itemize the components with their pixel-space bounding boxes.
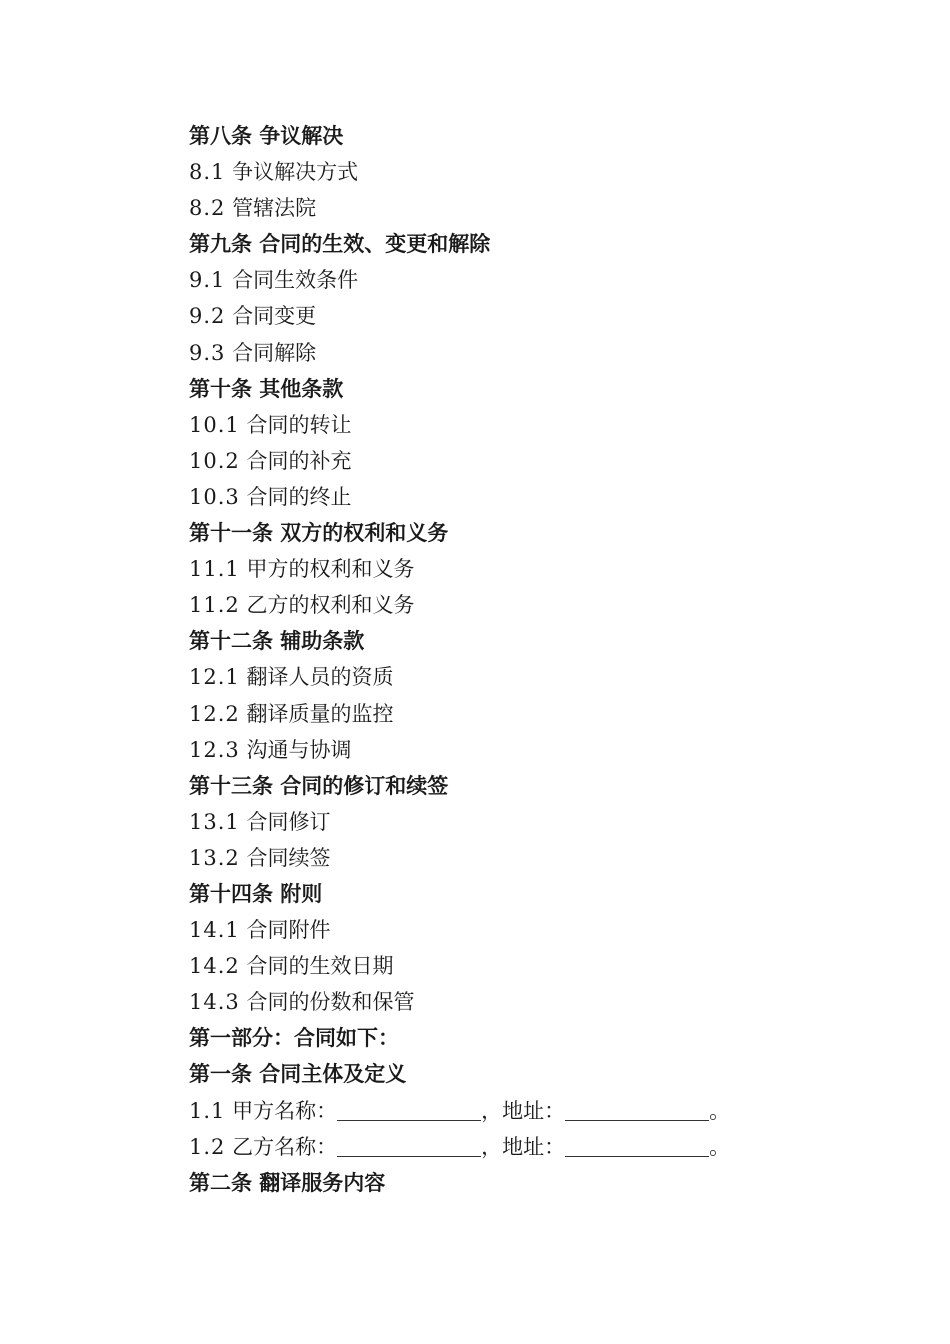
clause-number: 1.2 [189, 1134, 226, 1159]
clause-text: 乙方的权利和义务 [246, 593, 415, 618]
name-label: 乙方名称： [232, 1134, 338, 1159]
section-heading: 第十四条 附则 [189, 881, 323, 906]
clause-item [189, 443, 789, 479]
clause-number: 11.2 [189, 593, 240, 618]
section-heading: 第十二条 辅助条款 [189, 629, 365, 654]
part-heading: 第一部分：合同如下： [189, 1026, 399, 1051]
clause-item [189, 587, 789, 623]
clause-item [189, 190, 789, 226]
clause-number: 11.1 [189, 557, 240, 582]
clause-number: 14.2 [189, 954, 240, 979]
clause-number: 10.1 [189, 412, 240, 437]
name-label: 甲方名称： [232, 1098, 338, 1123]
clause-number: 13.1 [189, 809, 240, 834]
name-blank[interactable] [337, 1119, 481, 1121]
clause-text: 合同解除 [232, 340, 317, 365]
clause-item [189, 154, 789, 190]
clause-text: 合同的份数和保管 [246, 990, 415, 1015]
clause-item [189, 335, 789, 371]
clause-number: 9.1 [189, 268, 226, 293]
address-blank[interactable] [565, 1155, 709, 1157]
clause-item [189, 948, 789, 984]
clause-item [189, 551, 789, 587]
clause-item [189, 732, 789, 768]
clause-item [189, 840, 789, 876]
document-body [189, 118, 789, 1201]
clause-item [189, 262, 789, 298]
end-mark: 。 [709, 1098, 731, 1123]
clause-number: 13.2 [189, 845, 240, 870]
clause-item [189, 298, 789, 334]
party-a-field [189, 1093, 789, 1129]
clause-number: 14.1 [189, 918, 240, 943]
clause-number: 12.1 [189, 665, 240, 690]
name-blank[interactable] [337, 1155, 481, 1157]
clause-text: 合同生效条件 [232, 268, 359, 293]
address-label: ，地址： [481, 1098, 566, 1123]
clause-item [189, 696, 789, 732]
clause-item [189, 479, 789, 515]
clause-number: 9.3 [189, 340, 226, 365]
clause-number: 10.2 [189, 448, 240, 473]
clause-item [189, 804, 789, 840]
address-blank[interactable] [565, 1119, 709, 1121]
clause-item [189, 912, 789, 948]
clause-text: 合同附件 [246, 918, 331, 943]
clause-text: 管辖法院 [232, 196, 317, 221]
clause-text: 合同续签 [246, 845, 331, 870]
section-heading: 第十三条 合同的修订和续签 [189, 773, 449, 798]
clause-number: 12.3 [189, 737, 240, 762]
section-heading: 第八条 争议解决 [189, 124, 344, 148]
clause-text: 合同修订 [246, 809, 331, 834]
clause-item [189, 659, 789, 695]
clause-number: 9.2 [189, 304, 226, 329]
section-heading: 第十一条 双方的权利和义务 [189, 521, 449, 546]
clause-text: 争议解决方式 [232, 160, 359, 185]
end-mark: 。 [709, 1134, 731, 1159]
clause-number: 8.1 [189, 160, 226, 185]
address-label: ，地址： [481, 1134, 566, 1159]
clause-text: 合同的转让 [246, 412, 352, 437]
clause-item [189, 407, 789, 443]
clause-number: 12.2 [189, 701, 240, 726]
clause-item [189, 984, 789, 1020]
clause-number: 1.1 [189, 1098, 226, 1123]
section-heading: 第九条 合同的生效、变更和解除 [189, 232, 491, 257]
clause-text: 甲方的权利和义务 [246, 557, 415, 582]
clause-text: 翻译质量的监控 [246, 701, 394, 726]
clause-text: 翻译人员的资质 [246, 665, 394, 690]
section-heading: 第二条 翻译服务内容 [189, 1170, 386, 1195]
party-b-field [189, 1129, 789, 1165]
clause-text: 合同的补充 [246, 448, 352, 473]
clause-text: 合同变更 [232, 304, 317, 329]
clause-text: 合同的终止 [246, 484, 352, 509]
clause-text: 沟通与协调 [246, 737, 352, 762]
section-heading: 第一条 合同主体及定义 [189, 1062, 407, 1087]
clause-number: 8.2 [189, 196, 226, 221]
clause-number: 14.3 [189, 990, 240, 1015]
clause-number: 10.3 [189, 484, 240, 509]
clause-text: 合同的生效日期 [246, 954, 394, 979]
section-heading: 第十条 其他条款 [189, 376, 344, 401]
